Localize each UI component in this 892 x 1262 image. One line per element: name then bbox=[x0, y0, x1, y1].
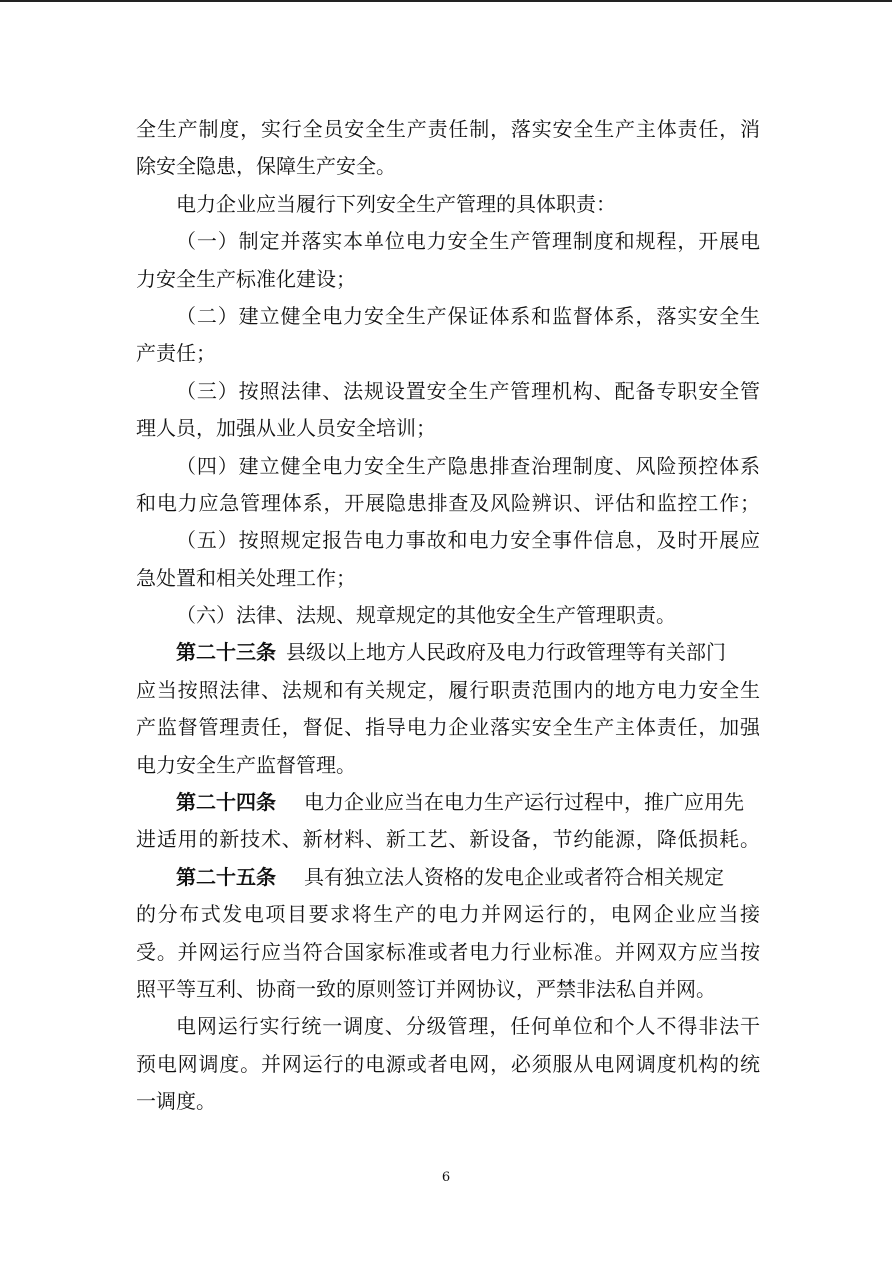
document-page bbox=[136, 111, 760, 1121]
text-line: （一）制定并落实本单位电力安全生产管理制度和规程，开展电 bbox=[176, 229, 760, 254]
text-line: （四）建立健全电力安全生产隐患排查治理制度、风险预控体系 bbox=[176, 453, 760, 478]
text-line: （三）按照法律、法规设置安全生产管理机构、配备专职安全管 bbox=[176, 378, 760, 403]
text-line: 产监督管理责任，督促、指导电力企业落实安全生产主体责任，加强 bbox=[136, 715, 760, 740]
text-line: 预电网调度。并网运行的电源或者电网，必须服从电网调度机构的统 bbox=[136, 1051, 760, 1076]
article-24-line bbox=[136, 784, 760, 821]
text-line: 电力安全生产监督管理。 bbox=[136, 752, 356, 777]
text-line: 电力企业应当在电力生产运行过程中，推广应用先 bbox=[304, 790, 744, 815]
text-line: 一调度。 bbox=[136, 1089, 216, 1114]
top-border bbox=[0, 0, 892, 2]
text-line: 应当按照法律、法规和有关规定，履行职责范围内的地方电力安全生 bbox=[136, 677, 760, 702]
text-line: 全生产制度，实行全员安全生产责任制，落实安全生产主体责任，消 bbox=[136, 117, 760, 141]
text-line: 电网运行实行统一调度、分级管理，任何单位和个人不得非法干 bbox=[176, 1014, 760, 1039]
text-line: 具有独立法人资格的发电企业或者符合相关规定 bbox=[304, 864, 724, 889]
page-number: 6 bbox=[441, 1170, 451, 1185]
text-line: 除安全隐患，保障生产安全。 bbox=[136, 154, 396, 179]
text-line: （二）建立健全电力安全生产保证体系和监督体系，落实安全生 bbox=[176, 303, 760, 328]
text-line: 理人员，加强从业人员安全培训； bbox=[136, 416, 436, 441]
text-line: 照平等互利、协商一致的原则签订并网协议，严禁非法私自并网。 bbox=[136, 976, 716, 1001]
article-25-line bbox=[136, 859, 760, 896]
text-line: 急处置和相关处理工作； bbox=[136, 565, 356, 590]
text-line: 电力企业应当履行下列安全生产管理的具体职责： bbox=[176, 191, 616, 216]
article-23-line bbox=[136, 634, 760, 671]
text-line: 和电力应急管理体系，开展隐患排查及风险辨识、评估和监控工作； bbox=[136, 490, 760, 515]
text-line: （六）法律、法规、规章规定的其他安全生产管理职责。 bbox=[176, 603, 676, 628]
article-24-heading: 第二十四条 bbox=[176, 790, 276, 815]
text-line: 受。并网运行应当符合国家标准或者电力行业标准。并网双方应当按 bbox=[136, 939, 760, 964]
text-line: 产责任； bbox=[136, 341, 216, 366]
article-25-heading: 第二十五条 bbox=[176, 864, 276, 889]
article-23-heading: 第二十三条 bbox=[176, 640, 276, 665]
text-line: 进适用的新技术、新材料、新工艺、新设备，节约能源，降低损耗。 bbox=[136, 827, 760, 852]
text-line: 力安全生产标准化建设； bbox=[136, 266, 356, 291]
text-line: 县级以上地方人民政府及电力行政管理等有关部门 bbox=[286, 640, 726, 665]
text-line: 的分布式发电项目要求将生产的电力并网运行的，电网企业应当接 bbox=[136, 902, 760, 927]
text-line: （五）按照规定报告电力事故和电力安全事件信息，及时开展应 bbox=[176, 528, 760, 553]
